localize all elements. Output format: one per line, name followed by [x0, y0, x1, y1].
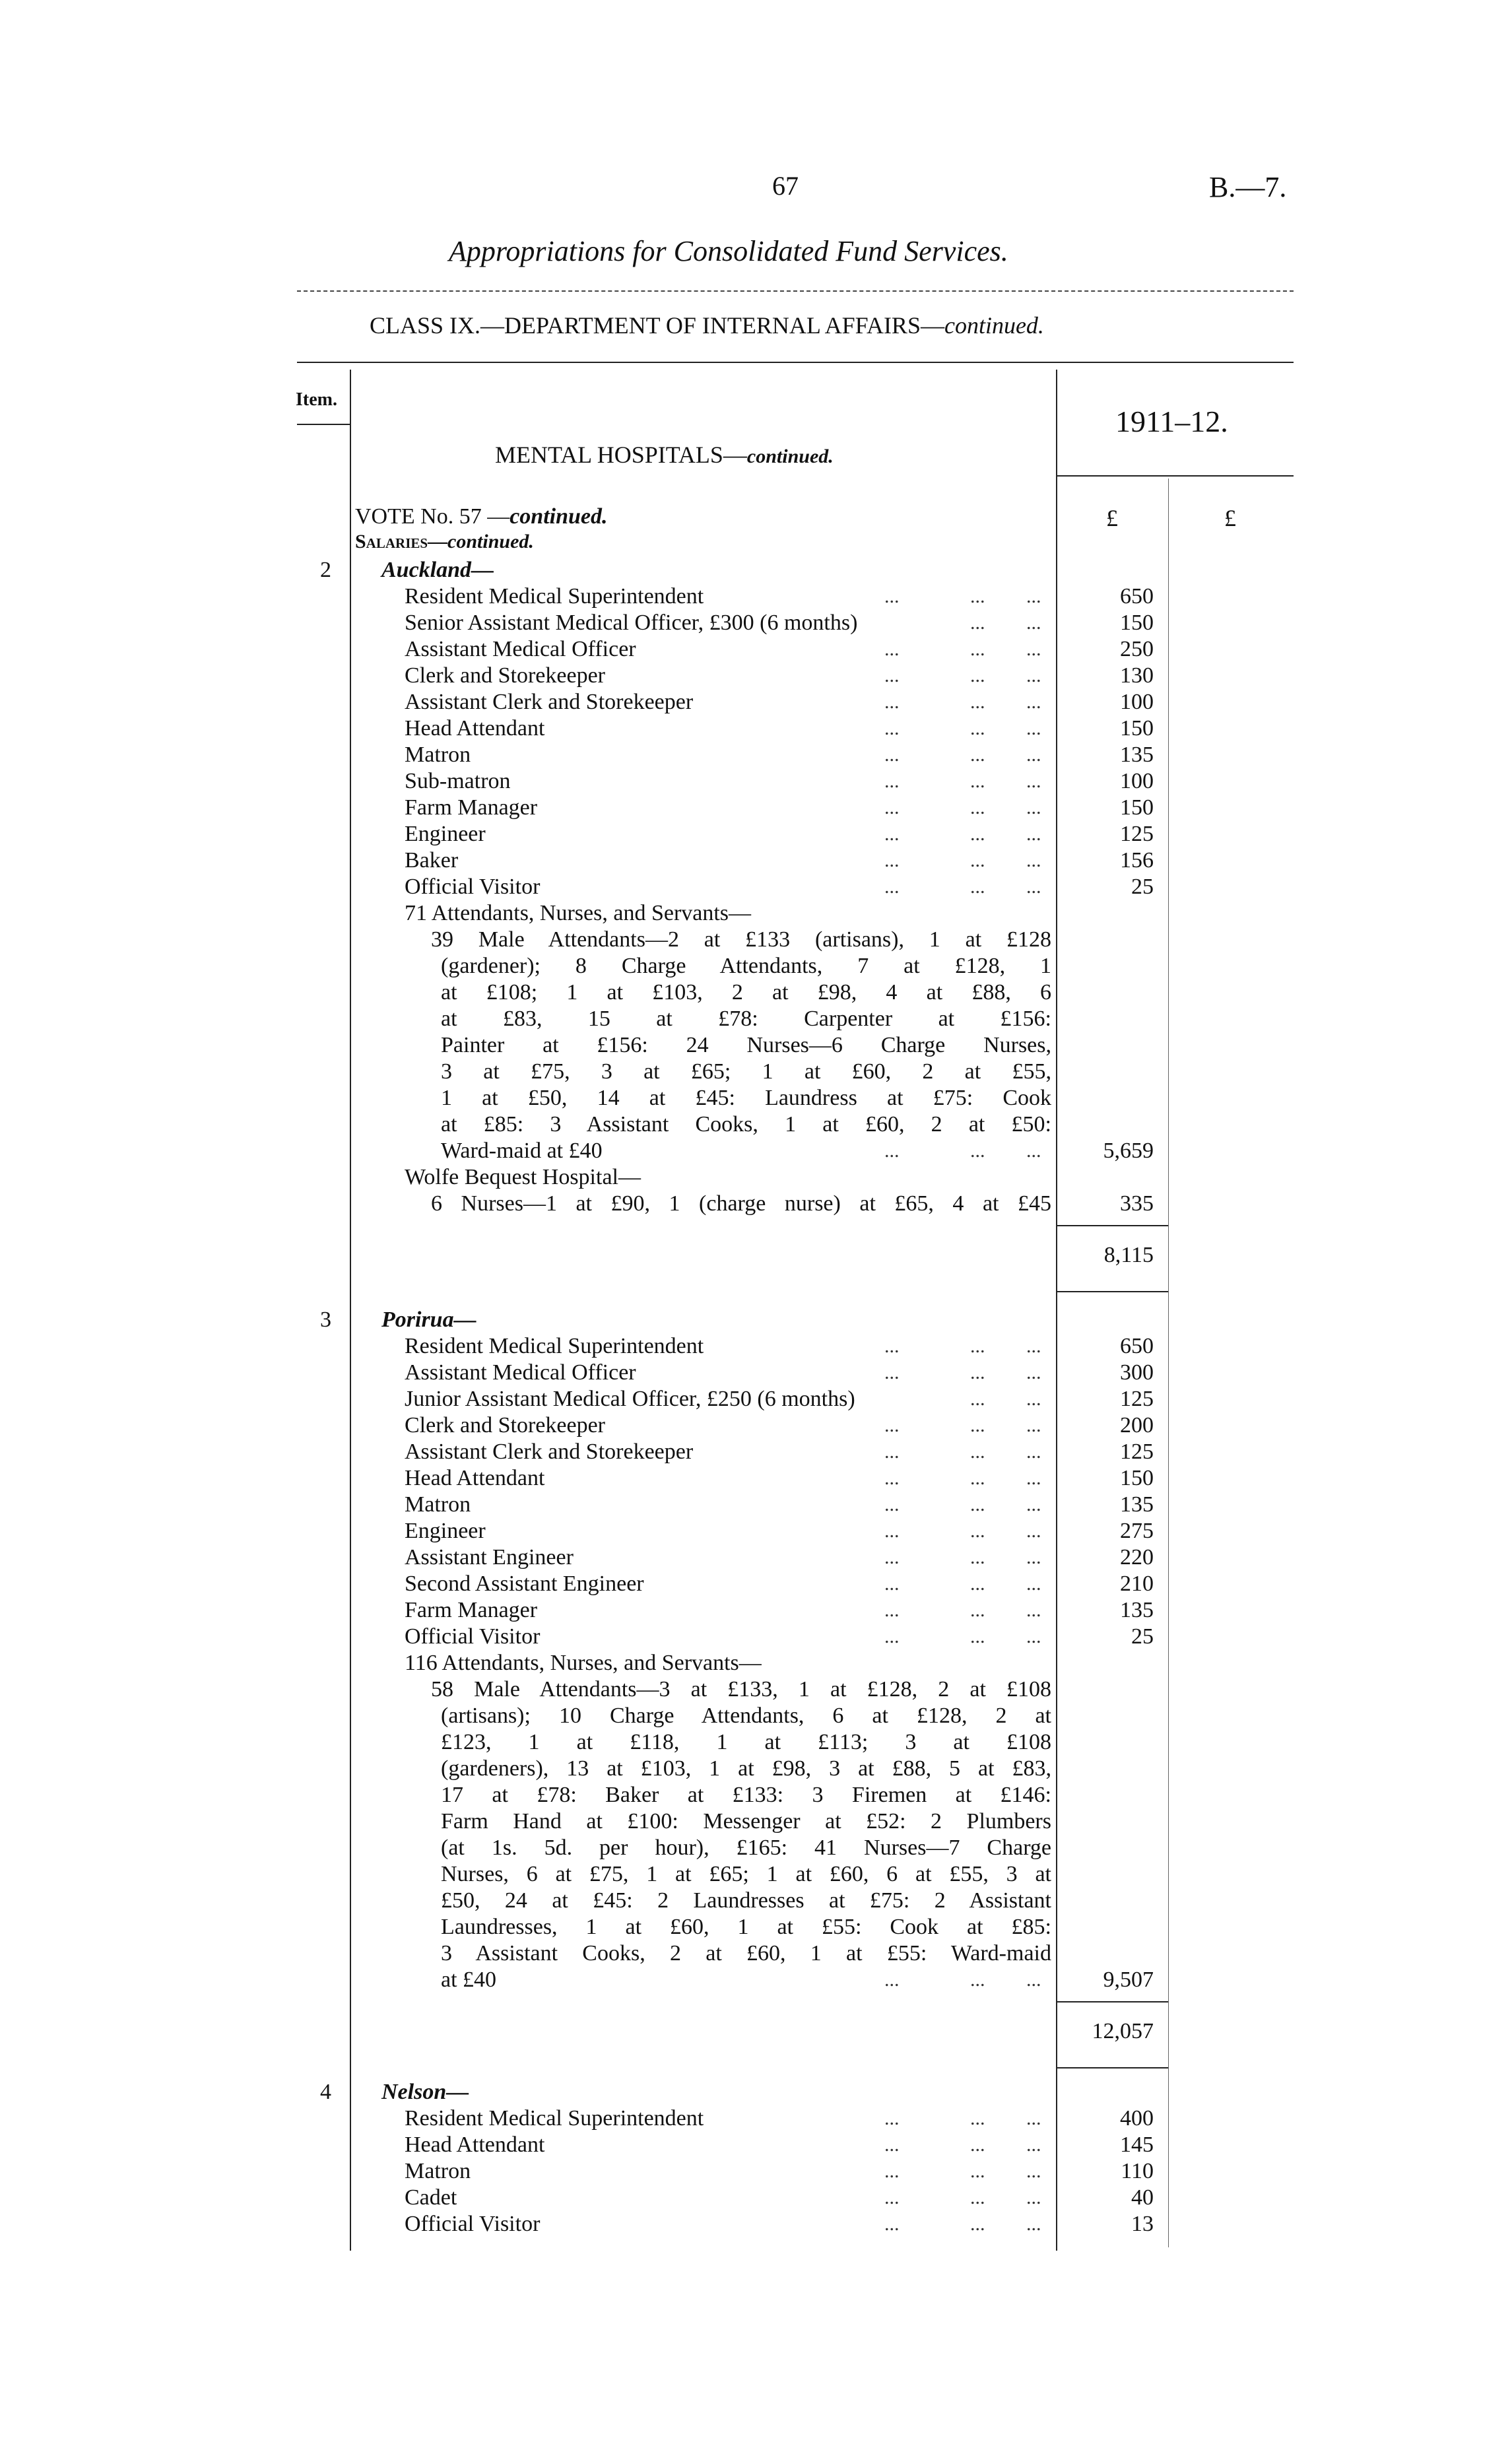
- row-label: Matron: [405, 2159, 471, 2183]
- row-amount: 13: [1131, 2212, 1154, 2236]
- leader-dots: ...: [1026, 2187, 1041, 2208]
- leader-dots: ...: [1026, 1494, 1041, 1515]
- vote-heading-text: VOTE No. 57 —: [355, 504, 510, 529]
- attendants-detail-line: Farm Hand at £100: Messenger at £52: 2 Plumbers: [441, 1809, 1051, 1834]
- attendants-detail-line: Laundresses, 1 at £60, 1 at £55: Cook at £85:: [441, 1915, 1051, 1939]
- leader-dots: ...: [884, 1335, 900, 1357]
- leader-dots: ...: [1026, 876, 1041, 898]
- leader-dots: ...: [884, 585, 900, 607]
- document-reference: B.—7.: [1209, 171, 1287, 203]
- leader-dots: ...: [884, 2134, 900, 2156]
- porirua-total-rule: [1056, 2001, 1168, 2002]
- class-heading-text: CLASS IX.—DEPARTMENT OF INTERNAL AFFAIRS—: [370, 312, 944, 339]
- attendants-detail-line: (at 1s. 5d. per hour), £165: 41 Nurses—7 Charge: [441, 1836, 1051, 1860]
- row-amount: 25: [1131, 1624, 1154, 1649]
- wolfe-amount: 335: [1120, 1191, 1154, 1216]
- attendants-detail-line: at £108; 1 at £103, 2 at £98, 4 at £88, 6: [441, 980, 1051, 1005]
- currency-symbol-1: £: [1106, 505, 1118, 531]
- attendants-detail-line: £50, 24 at £45: 2 Laundresses at £75: 2 Assistant: [441, 1888, 1051, 1913]
- row-label: Assistant Medical Officer: [405, 1360, 636, 1385]
- row-amount: 200: [1120, 1413, 1154, 1438]
- row-label: Head Attendant: [405, 716, 545, 741]
- attendants-amount: 9,507: [1103, 1968, 1154, 1992]
- item-column-divider: [350, 370, 351, 2251]
- salaries-heading-continued: continued.: [447, 531, 534, 552]
- leader-dots: ...: [1026, 1573, 1041, 1595]
- row-label: Head Attendant: [405, 1466, 545, 1490]
- attendants-amount: 5,659: [1103, 1139, 1154, 1163]
- row-label: Head Attendant: [405, 2133, 545, 2157]
- row-label: Sub-matron: [405, 769, 511, 793]
- row-label: Matron: [405, 743, 471, 767]
- attendants-detail-line: £123, 1 at £118, 1 at £113; 3 at £108: [441, 1730, 1051, 1754]
- class-heading-continued: continued.: [944, 312, 1044, 339]
- leader-dots: ...: [970, 2187, 985, 2208]
- attendants-detail-line: 17 at £78: Baker at £133: 3 Firemen at £146:: [441, 1783, 1051, 1807]
- leader-dots: ...: [970, 770, 985, 792]
- row-amount: 25: [1131, 875, 1154, 899]
- title-rule: [297, 290, 1294, 292]
- leader-dots: ...: [970, 1140, 985, 1162]
- leader-dots: ...: [970, 797, 985, 818]
- item-number: 3: [320, 1307, 331, 1332]
- leader-dots: ...: [1026, 1335, 1041, 1357]
- attendants-detail-line: 3 at £75, 3 at £65; 1 at £60, 2 at £55,: [441, 1059, 1051, 1084]
- leader-dots: ...: [884, 1414, 900, 1436]
- leader-dots: ...: [884, 1599, 900, 1621]
- leader-dots: ...: [970, 2213, 985, 2235]
- row-amount: 300: [1120, 1360, 1154, 1385]
- row-amount: 125: [1120, 1439, 1154, 1464]
- row-amount: 275: [1120, 1519, 1154, 1543]
- row-amount: 156: [1120, 848, 1154, 873]
- leader-dots: ...: [970, 1335, 985, 1357]
- leader-dots: ...: [970, 1362, 985, 1383]
- leader-dots: ...: [970, 2107, 985, 2129]
- row-label: Resident Medical Superintendent: [405, 2106, 704, 2131]
- leader-dots: ...: [970, 691, 985, 713]
- row-label: Baker: [405, 848, 459, 873]
- leader-dots: ...: [1026, 2134, 1041, 2156]
- leader-dots: ...: [970, 744, 985, 766]
- row-label: Official Visitor: [405, 2212, 541, 2236]
- leader-dots: ...: [970, 1414, 985, 1436]
- attendants-detail-line: (gardener); 8 Charge Attendants, 7 at £128, 1: [441, 954, 1051, 978]
- leader-dots: ...: [1026, 2107, 1041, 2129]
- leader-dots: ...: [1026, 1546, 1041, 1568]
- year-header: 1911–12.: [1115, 405, 1228, 438]
- class-heading: [370, 312, 1044, 339]
- leader-dots: ...: [1026, 638, 1041, 660]
- leader-dots: ...: [884, 2107, 900, 2129]
- leader-dots: ...: [884, 717, 900, 739]
- leader-dots: ...: [1026, 1969, 1041, 1991]
- leader-dots: ...: [884, 1969, 900, 1991]
- leader-dots: ...: [884, 1520, 900, 1542]
- wolfe-heading: Wolfe Bequest Hospital—: [405, 1165, 641, 1189]
- leader-dots: ...: [1026, 1599, 1041, 1621]
- attendants-detail-line: at £85: 3 Assistant Cooks, 1 at £60, 2 at £50:: [441, 1112, 1051, 1137]
- class-rule: [297, 362, 1294, 363]
- row-amount: 110: [1121, 2159, 1154, 2183]
- row-amount: 135: [1120, 743, 1154, 767]
- leader-dots: ...: [884, 1140, 900, 1162]
- leader-dots: ...: [1026, 717, 1041, 739]
- attendants-detail-line: 3 Assistant Cooks, 2 at £60, 1 at £55: Ward-maid: [441, 1941, 1051, 1966]
- leader-dots: ...: [970, 1969, 985, 1991]
- leader-dots: ...: [1026, 1467, 1041, 1489]
- leader-dots: ...: [1026, 797, 1041, 818]
- row-label: Resident Medical Superintendent: [405, 584, 704, 609]
- salaries-heading-text: Salaries—: [355, 531, 448, 552]
- row-amount: 135: [1120, 1492, 1154, 1517]
- row-amount: 135: [1120, 1598, 1154, 1622]
- row-amount: 650: [1120, 584, 1154, 609]
- subcolumn-divider: [1168, 479, 1169, 2247]
- row-amount: 125: [1120, 1387, 1154, 1411]
- auckland-total-rule-bottom: [1056, 1291, 1168, 1292]
- leader-dots: ...: [884, 744, 900, 766]
- leader-dots: ...: [884, 1573, 900, 1595]
- row-amount: 150: [1120, 795, 1154, 820]
- item-number: 2: [320, 558, 331, 582]
- item-column-header: Item.: [296, 389, 337, 410]
- auckland-total: 8,115: [1103, 1243, 1154, 1267]
- porirua-total-rule-bottom: [1056, 2067, 1168, 2068]
- section-heading-continued: continued.: [746, 446, 834, 467]
- row-label: Second Assistant Engineer: [405, 1571, 644, 1596]
- vote-heading-continued: continued.: [509, 504, 608, 529]
- leader-dots: ...: [970, 717, 985, 739]
- section-heading-text: MENTAL HOSPITALS—: [495, 442, 747, 468]
- row-label: Senior Assistant Medical Officer, £300 (6 months): [405, 611, 858, 635]
- leader-dots: ...: [1026, 823, 1041, 845]
- leader-dots: ...: [1026, 1362, 1041, 1383]
- leader-dots: ...: [884, 797, 900, 818]
- leader-dots: ...: [884, 2187, 900, 2208]
- row-label: Farm Manager: [405, 795, 538, 820]
- row-label: Cadet: [405, 2185, 457, 2210]
- row-label: Junior Assistant Medical Officer, £250 (6 months): [405, 1387, 855, 1411]
- leader-dots: ...: [1026, 612, 1041, 634]
- leader-dots: ...: [1026, 1626, 1041, 1647]
- leader-dots: ...: [884, 691, 900, 713]
- leader-dots: ...: [884, 2213, 900, 2235]
- leader-dots: ...: [970, 1494, 985, 1515]
- attendants-detail-line: (artisans); 10 Charge Attendants, 6 at £128, 2 at: [441, 1704, 1051, 1728]
- attendants-detail-line: Ward-maid at £40: [441, 1139, 603, 1163]
- leader-dots: ...: [970, 1546, 985, 1568]
- section-heading: [495, 441, 834, 469]
- row-label: Official Visitor: [405, 1624, 541, 1649]
- leader-dots: ...: [884, 1441, 900, 1463]
- leader-dots: ...: [970, 1467, 985, 1489]
- attendants-detail-line: at £83, 15 at £78: Carpenter at £156:: [441, 1007, 1051, 1031]
- hospital-name: Porirua—: [381, 1307, 477, 1332]
- leader-dots: ...: [970, 1520, 985, 1542]
- salaries-heading: [355, 531, 534, 553]
- attendants-heading: 71 Attendants, Nurses, and Servants—: [405, 901, 752, 925]
- attendants-detail-line: Nurses, 6 at £75, 1 at £65; 1 at £60, 6 at £55, 3 at: [441, 1862, 1051, 1886]
- auckland-total-rule: [1056, 1225, 1168, 1226]
- leader-dots: ...: [970, 1626, 985, 1647]
- row-amount: 40: [1131, 2185, 1154, 2210]
- leader-dots: ...: [884, 876, 900, 898]
- row-amount: 125: [1120, 822, 1154, 846]
- leader-dots: ...: [884, 849, 900, 871]
- attendants-detail-line: 58 Male Attendants—3 at £133, 1 at £128, 2 at £108: [431, 1677, 1051, 1702]
- leader-dots: ...: [884, 1362, 900, 1383]
- leader-dots: ...: [1026, 1414, 1041, 1436]
- leader-dots: ...: [970, 1441, 985, 1463]
- leader-dots: ...: [1026, 1441, 1041, 1463]
- item-number: 4: [320, 2080, 331, 2104]
- page-number: 67: [772, 171, 799, 201]
- row-label: Clerk and Storekeeper: [405, 1413, 605, 1438]
- row-label: Assistant Engineer: [405, 1545, 574, 1570]
- leader-dots: ...: [1026, 1140, 1041, 1162]
- leader-dots: ...: [1026, 744, 1041, 766]
- leader-dots: ...: [884, 638, 900, 660]
- row-label: Engineer: [405, 822, 486, 846]
- row-amount: 130: [1120, 663, 1154, 688]
- leader-dots: ...: [970, 638, 985, 660]
- leader-dots: ...: [970, 1599, 985, 1621]
- row-amount: 145: [1120, 2133, 1154, 2157]
- leader-dots: ...: [1026, 665, 1041, 686]
- currency-symbol-2: £: [1224, 505, 1236, 531]
- year-header-rule: [1056, 475, 1294, 477]
- row-amount: 100: [1120, 769, 1154, 793]
- leader-dots: ...: [970, 2134, 985, 2156]
- page-title: Appropriations for Consolidated Fund Services.: [449, 235, 1008, 267]
- hospital-name: Auckland—: [381, 558, 494, 582]
- row-label: Assistant Clerk and Storekeeper: [405, 1439, 694, 1464]
- attendants-detail-line: Painter at £156: 24 Nurses—6 Charge Nurses,: [441, 1033, 1051, 1057]
- leader-dots: ...: [884, 1626, 900, 1647]
- row-amount: 150: [1120, 1466, 1154, 1490]
- leader-dots: ...: [970, 823, 985, 845]
- row-label: Assistant Medical Officer: [405, 637, 636, 661]
- leader-dots: ...: [884, 2160, 900, 2182]
- attendants-detail-line: (gardeners), 13 at £103, 1 at £98, 3 at £88, 5 at £83,: [441, 1756, 1051, 1781]
- leader-dots: ...: [1026, 691, 1041, 713]
- leader-dots: ...: [970, 849, 985, 871]
- leader-dots: ...: [1026, 1388, 1041, 1410]
- row-label: Engineer: [405, 1519, 486, 1543]
- row-amount: 100: [1120, 690, 1154, 714]
- row-label: Clerk and Storekeeper: [405, 663, 605, 688]
- row-amount: 220: [1120, 1545, 1154, 1570]
- row-amount: 250: [1120, 637, 1154, 661]
- leader-dots: ...: [970, 876, 985, 898]
- leader-dots: ...: [1026, 849, 1041, 871]
- row-amount: 150: [1120, 716, 1154, 741]
- row-label: Resident Medical Superintendent: [405, 1334, 704, 1358]
- leader-dots: ...: [970, 585, 985, 607]
- leader-dots: ...: [970, 1573, 985, 1595]
- leader-dots: ...: [970, 2160, 985, 2182]
- leader-dots: ...: [884, 823, 900, 845]
- row-label: Farm Manager: [405, 1598, 538, 1622]
- leader-dots: ...: [1026, 2160, 1041, 2182]
- attendants-detail-line: at £40: [441, 1968, 497, 1992]
- leader-dots: ...: [884, 665, 900, 686]
- leader-dots: ...: [884, 1467, 900, 1489]
- leader-dots: ...: [884, 770, 900, 792]
- leader-dots: ...: [1026, 2213, 1041, 2235]
- row-amount: 400: [1120, 2106, 1154, 2131]
- leader-dots: ...: [970, 612, 985, 634]
- attendants-detail-line: 39 Male Attendants—2 at £133 (artisans), 1 at £128: [431, 927, 1051, 952]
- leader-dots: ...: [884, 1494, 900, 1515]
- leader-dots: ...: [970, 665, 985, 686]
- wolfe-detail-line: 6 Nurses—1 at £90, 1 (charge nurse) at £65, 4 at £45: [431, 1191, 1051, 1216]
- row-label: Assistant Clerk and Storekeeper: [405, 690, 694, 714]
- leader-dots: ...: [1026, 770, 1041, 792]
- leader-dots: ...: [1026, 585, 1041, 607]
- attendants-heading: 116 Attendants, Nurses, and Servants—: [405, 1651, 762, 1675]
- leader-dots: ...: [1026, 1520, 1041, 1542]
- attendants-detail-line: 1 at £50, 14 at £45: Laundress at £75: Cook: [441, 1086, 1051, 1110]
- leader-dots: ...: [884, 1546, 900, 1568]
- row-label: Matron: [405, 1492, 471, 1517]
- leader-dots: ...: [970, 1388, 985, 1410]
- vote-heading: [355, 504, 608, 529]
- item-header-rule: [297, 424, 350, 425]
- row-label: Official Visitor: [405, 875, 541, 899]
- row-amount: 650: [1120, 1334, 1154, 1358]
- row-amount: 150: [1120, 611, 1154, 635]
- porirua-total: 12,057: [1092, 2019, 1154, 2043]
- row-amount: 210: [1120, 1571, 1154, 1596]
- hospital-name: Nelson—: [381, 2080, 469, 2104]
